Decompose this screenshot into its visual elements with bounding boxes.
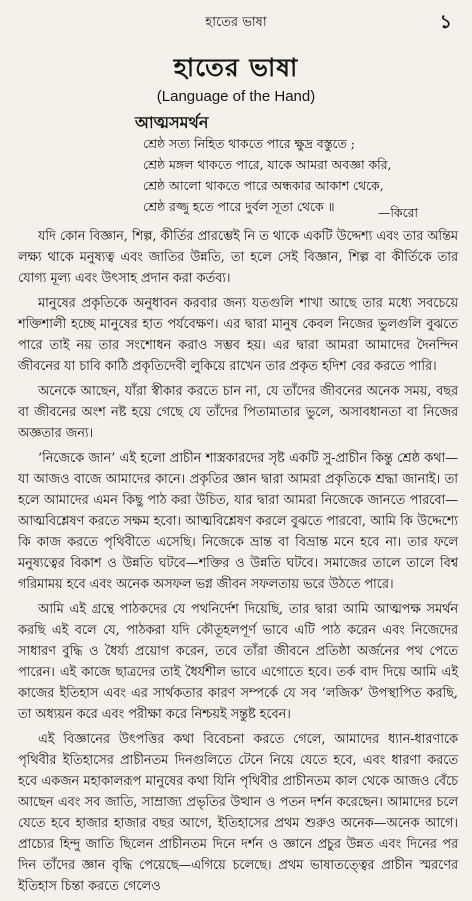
paragraph: মানুষের প্রকৃতিকে অনুধাবন করবার জন্য যতগুলি শাখা আছে তার মধ্যে সবচেয়ে শক্তিশালী হচ্ছে মানুষের হাত পর্যবেক্ষণ। এর দ্বারা মানুষ কেবল নিজের ভুলগুলি বুঝতে পারে তাই নয় তার সংশোধন করাও সম্ভব হয়। এর দ্বারা আমরা আমাদের দৈনন্দিন জীবনের যা চাবি কাঠি প্রকৃতিদেবী লুকিয়ে রাখেন তার প্রকৃত হদিশ বের করতে পারি। bbox=[18, 296, 458, 374]
running-head-title: হাতের ভাষা bbox=[205, 15, 267, 30]
verse-line: শ্রেষ্ঠ মঙ্গল থাকতে পারে, যাকে আমরা অবজ্ঞা করি, bbox=[143, 157, 392, 172]
verse-line: শ্রেষ্ঠ সত্য নিহিত থাকতে পারে ক্ষুদ্র বস্তুতে ; bbox=[143, 136, 355, 151]
verse-line: শ্রেষ্ঠ রজ্জু হতে পারে দুর্বল সূতা থেকে ॥ bbox=[143, 199, 335, 214]
paragraph: এই বিজ্ঞানের উৎপত্তির কথা বিবেচনা করতে গেলে, আমাদের ধ্যান-ধারণাকে পৃথিবীর ইতিহাসের প্রাচীনতম দিনগুলিতে টেনে নিয়ে যেতে হবে, এবং ধারণা করতে হবে একজন মহাকালরূপ মানুষের কথা যিনি পৃথিবীর প্রাচীনতম কাল থেকে আজও বেঁচে আছেন এবং সব জাতি, সাম্রাজ্য প্রভৃতির উত্থান ও পতন দর্শন করেছেন। আমাদের চলে যেতে হবে হাজার হাজার বছর আগে, ইতিহাসের প্রথম শুরুও অনেক—অনেক আগে। প্রাচ্যের হিন্দু জাতি ছিলেন প্রাচীনতম দিনে দর্শন ও জ্ঞানে প্রচুর উন্নত এবং দিনের পর দিন তাঁদের জ্ঞান বৃদ্ধি পেয়েছে—এগিয়ে চলেছে। প্রথম ভাষাতত্ত্বের প্রাচীন স্মরণের ইতিহাস চিন্তা করতে গেলেও bbox=[18, 732, 458, 894]
verse-attribution: —কিরো bbox=[378, 205, 418, 220]
paragraph: আমি এই গ্রন্থে পাঠকদের যে পথনির্দেশ দিয়েছি, তার দ্বারা আমি আত্মপক্ষ সমর্থন করছি এই বলে যে, পাঠকরা যদি কৌতূহলপূর্ণ ভাবে এটি পাঠ করেন এবং নিজেদের সাধারণ বুদ্ধি ও ধৈর্য্য প্রয়োগ করেন, তবে তাঁরা জীবনে প্রতিষ্ঠা অর্জনের পথ পেতে পারেন। এই কাজে ছাত্রদের তাই ধৈর্যশীল ভাবে এগোতে হবে। তর্ক বাদ দিয়ে আমি এই কাজের ইতিহাস এবং এর সার্থকতার কারণ সম্পর্কে যে সব ‘লজিক’ উপস্থাপিত করছি, তা অধ্যয়ন করে এবং পরীক্ষা করে নিশ্চয়ই সন্তুষ্ট হবেন। bbox=[18, 602, 458, 722]
section-heading: আত্মসমর্থন bbox=[135, 113, 209, 132]
chapter-title: হাতের ভাষা bbox=[173, 53, 299, 82]
page-number: ১ bbox=[439, 11, 452, 33]
running-head bbox=[0, 6, 472, 36]
chapter-subtitle: (Language of the Hand) bbox=[156, 88, 316, 105]
paragraph: যদি কোন বিজ্ঞান, শিল্প, কীর্তির প্রারম্ভেই নি ত থাকে একটি উদ্দেশ্য এবং তার অন্তিম লক্ষ্য থাকে মনুষ্যত্ব এবং জাতির উন্নতি, তা হলে সেই বিজ্ঞান, শিল্প বা কীর্তিকে তার যোগ্য মূল্য এবং উৎসাহ প্রদান করা কর্তব্য। bbox=[18, 229, 458, 286]
paragraph: ‘নিজেকে জান’ এই হলো প্রাচীন শাস্ত্রকারদের সৃষ্ট একটি সু-প্রাচীন কিন্তু শ্রেষ্ঠ কথা—যা আজও বাজে আমাদের কানে। প্রকৃতির জ্ঞান দ্বারা আমরা প্রকৃতিকে শ্রদ্ধা জানাই। তা হলে আমাদের এমন কিছু পাঠ করা উচিত, যার দ্বারা আমরা নিজেকে জানতে পারবো—আত্মবিশ্লেষণ করতে সক্ষম হবো। আত্মবিশ্লেষণ করলে বুঝতে পারবো, আমি কি উদ্দেশ্যে কি কাজ করতে পৃথিবীতে এসেছি। নিজেকে ভ্রান্ত বা বিভ্রান্ত মনে হবে না। তার ফলে মনুষ্যত্বের বিকাশ ও উন্নতি ঘটবে—শক্তির ও উন্নতি ঘটবে। সমাজের তালে তালে বিশ্ব গরিমাময় হবে এবং অনেক অসফল ভগ্ন জীবন সফলতায় ভরে উঠতে পারে। bbox=[18, 451, 458, 592]
paragraph: অনেকে আছেন, যাঁরা স্বীকার করতে চান না, যে তাঁদের জীবনের অনেক সময়, বছর বা জীবনের অংশ নষ্ট হয়ে গেছে যে তাঁদের পিতামাতার ভুলে, অসাবধানতা বা নিজের অজ্ঞতার জন্য। bbox=[18, 384, 458, 441]
verse-line: শ্রেষ্ঠ আলো থাকতে পারে অন্ধকার আকাশ থেকে, bbox=[143, 178, 384, 193]
